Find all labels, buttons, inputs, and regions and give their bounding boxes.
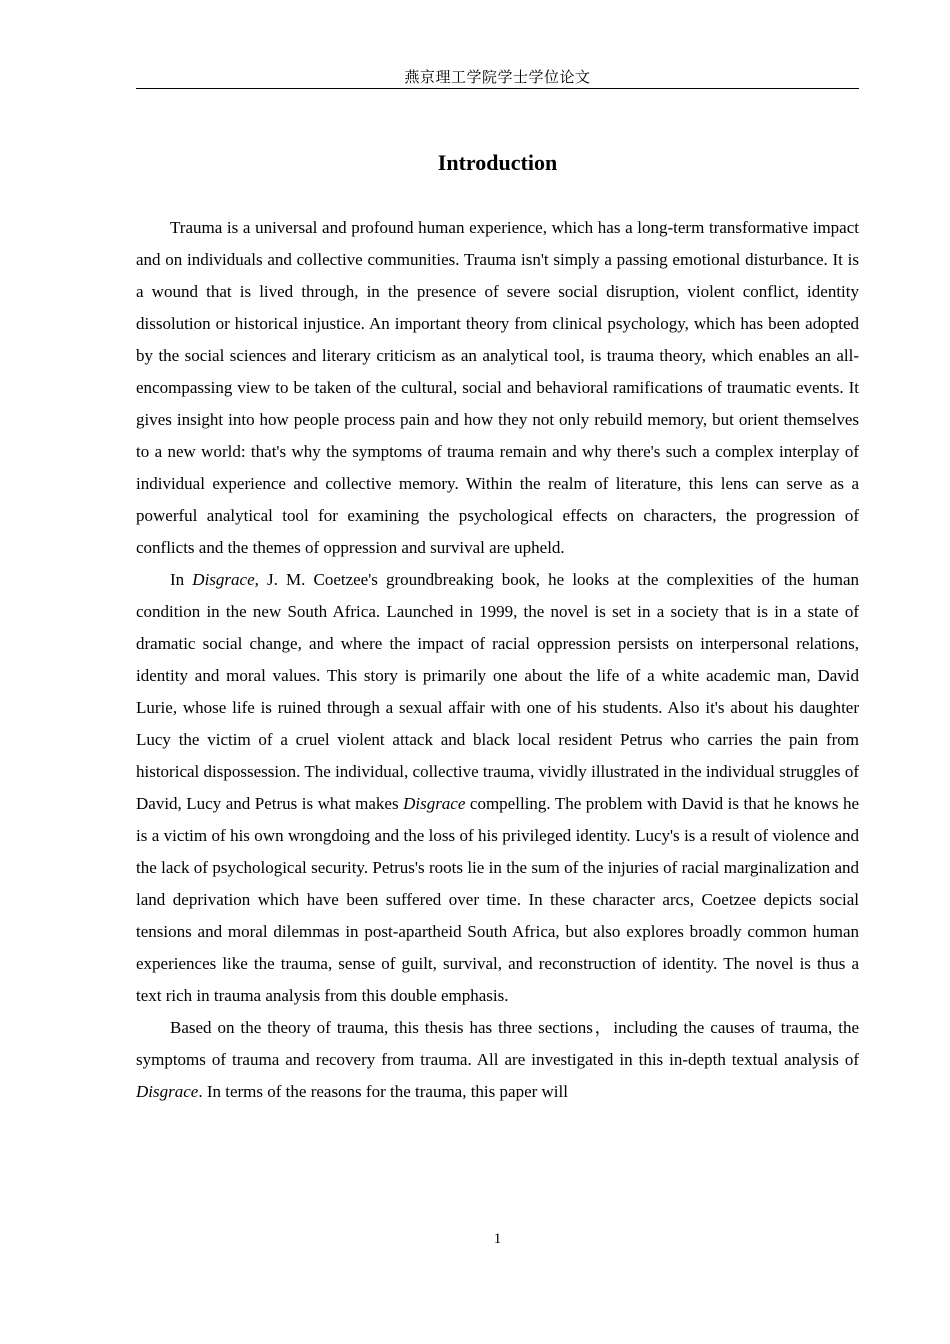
paragraph-2-text-continued: compelling. The problem with David is that he knows he is a victim of his own wrongdoing and the loss of his privileged identity. Lucy's is a result of violence and the lack of psychological security. Petrus's roots lie in the sum of the injuries of racial marginalization and land deprivation which have been suffered over time. In these character arcs, Coetzee depicts social tensions and moral dilemmas in post-apartheid South Africa, but also explores broadly common human experiences like the trauma, sense of guilt, survival, and reconstruction of identity. The novel is thus a text rich in trauma analysis from this double emphasis. bbox=[136, 794, 859, 1005]
book-title: Disgrace bbox=[403, 794, 466, 813]
paragraph-1-text: Trauma is a universal and profound human experience, which has a long-term transformative impact and on individuals and collective communities. Trauma isn't simply a passing emotional disturbance. It is a wound that is lived through, in the presence of severe social disruption, violent conflict, identity dissolution or historical injustice. An important theory from clinical psychology, which has been adopted by the social sciences and literary criticism as an analytical tool, is trauma theory, which enables an all-encompassing view to be taken of the cultural, social and behavioral ramifications of traumatic events. It gives insight into how people process pain and how they not only rebuild memory, but orient themselves to a new world: that's why the symptoms of trauma remain and why there's such a complex interplay of individual experience and collective memory. Within the realm of literature, this lens can serve as a powerful analytical tool for examining the psychological effects on characters, the progression of conflicts and the themes of oppression and survival are upheld. bbox=[136, 218, 859, 557]
paragraph-2-text: , J. M. Coetzee's groundbreaking book, he looks at the complexities of the human condition in the new South Africa. Launched in 1999, the novel is set in a society that is in a state of dramatic social change, and where the impact of racial oppression persists on interpersonal relations, identity and moral values. This story is primarily one about the life of a white academic man, David Lurie, whose life is ruined through a sexual affair with one of his students. Also it's about his daughter Lucy the victim of a cruel violent attack and black local resident Petrus who carries the pain from historical dispossession. The individual, collective trauma, vividly illustrated in the individual struggles of David, Lucy and Petrus is what makes bbox=[136, 570, 859, 813]
section-title: Introduction bbox=[437, 150, 558, 175]
header-rule bbox=[136, 88, 859, 89]
paragraph-2-intro: In bbox=[170, 570, 193, 589]
paragraph-3 bbox=[136, 1012, 859, 1108]
paragraph-3-intro: Based on the theory of trauma, this thesis has three sections，including the causes of trauma, the symptoms of trauma and recovery from trauma. All are investigated in this in-depth textual analysis of bbox=[136, 1018, 859, 1069]
paragraph-1 bbox=[136, 212, 859, 564]
page-number: 1 bbox=[493, 1231, 502, 1247]
book-title: Disgrace bbox=[136, 1082, 199, 1101]
paragraph-3-text: . In terms of the reasons for the trauma, this paper will bbox=[198, 1082, 568, 1101]
body-text bbox=[136, 212, 859, 1108]
running-header: 燕京理工学院学士学位论文 bbox=[404, 68, 591, 86]
book-title: Disgrace bbox=[192, 570, 255, 589]
paragraph-2 bbox=[136, 564, 859, 1012]
